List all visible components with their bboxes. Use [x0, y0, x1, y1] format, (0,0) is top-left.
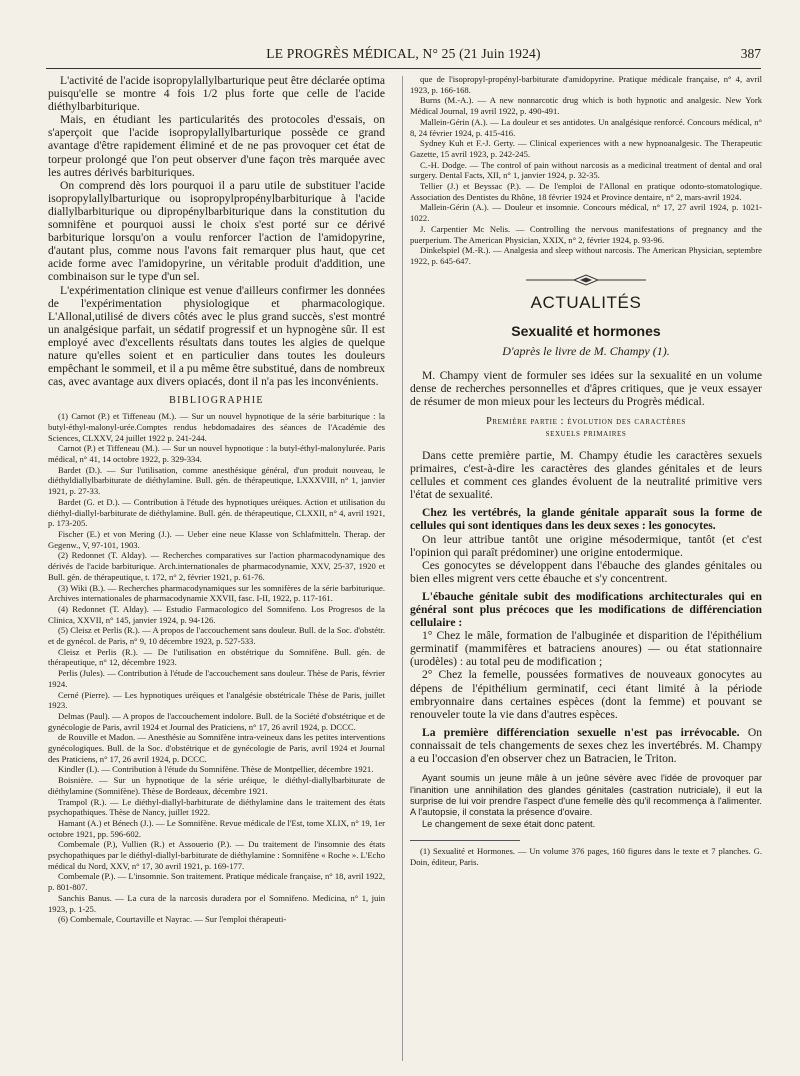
bibliography-entry: Carnot (P.) et Tiffeneau (M.). — Sur un nouvel hypnotique : la butyl-éthyl-malonylurée. Paris médical, n° 41, 14 octobre 1922, p. 329-334.: [48, 443, 385, 465]
part-heading-line-1: Première partie : évolution des caractères: [486, 415, 686, 427]
article-subtitle: D'après le livre de M. Champy (1).: [502, 343, 670, 358]
bibliography-entry: de Rouville et Madon. — Anesthésie au Somnifène intra-veineux dans les petites interventions gynécologiques. Bull. de la Soc. d'obstétrique et de gynécologie de Paris, avril 1924 et Journal des Praticiens, n° 17, 26 avril 1924, p. DCCC.: [48, 732, 385, 764]
body-paragraph: L'expérimentation clinique est venue d'ailleurs confirmer les données de l'expérimentation physiologique et pharmacologique. L'Allonal,utilisé de divers côtés avec le plus grand succès, s'est montré un analgésique parfait, un sédatif progressif et un hypnogène sûr. Il est employé avec d'excellents résultats dans toutes les algies de quelque nature qu'elles soient et en particulier dans toutes les douleurs empêchant le sommeil, et il a pu même être substitué, dans de nombreux cas, avec avantage aux divers opiacés, dont il n'a pas les inconvénients.: [48, 283, 385, 389]
part-heading: [410, 416, 762, 441]
bold-statement: L'ébauche génitale subit des modifications architecturales qui en général sont plus précoces que les modifications de différenciation cellulaire :: [410, 589, 762, 630]
bibliography-heading: BIBLIOGRAPHIE: [169, 395, 264, 407]
paragraph-rest: On connaissait de tels changements de sexes chez les invertébrés. M. Champy a eu l'occasion d'en observer chez un Batracien, le Triton.: [410, 725, 762, 765]
footnote-rule: [410, 840, 520, 841]
right-column: [410, 74, 762, 1064]
bibliography-entry: Combemale (P.). — L'insomnie. Son traitement. Pratique médicale française, n° 18, avril 1922, p. 801-807.: [48, 871, 385, 893]
body-paragraph: L'activité de l'acide isopropylallylbarturique peut être déclarée optima puisqu'elle se montre 4 fois 1/2 plus forte que celle de l'acide diéthylbarbiturique.: [48, 74, 385, 114]
small-print-paragraph: Ayant soumis un jeune mâle à un jeûne sévère avec l'idée de provoquer par l'inanition une annihilation des glandes génitales (castration nutriciale), il eut la surprise de lui voir prendre l'aspect d'une femelle dès qu'il recommença à l'alimenter. A l'autopsie, il constata la présence d'ovaire.: [410, 773, 762, 818]
bibliography-entry: (2) Redonnet (T. Alday). — Recherches comparatives sur l'action pharmacodynamique des dérivés de l'acide barbiturique. Arch.internationales de pharmacodynamie, XXV, 25-37, 1920 et Bull. gén. de thérapeutique, t. 172, n° 2, février 1921, p. 61-76.: [48, 550, 385, 582]
bibliography-entry: (5) Cleisz et Perlis (R.). — A propos de l'accouchement sans douleur. Bull. de la Soc. d'obstétr. et de gynécol. de Paris, n° 9, 10 décembre 1923, p. 527-533.: [48, 625, 385, 647]
bold-lead: La première différenciation sexuelle n'est pas irrévocable.: [422, 725, 740, 739]
header-rule: [46, 68, 761, 69]
bibliography-entry: (3) Wiki (B.). — Recherches pharmacodynamiques sur les somnifères de la série barbiturique. Archives internationales de pharmacodynamie XXVII, fasc. I-II, 1922, p. 117-161.: [48, 582, 385, 604]
bibliography-entry: Combemale (P.), Vullien (R.) et Assouerio (P.). — Du traitement de l'insomnie des états psychopathiques par le diéthyl-diallyl-barbiturate de diéthylamine : Somnifène « Roche ». L'Echo médical du Nord, XXV, n° 17, 30 avril 1921, p. 169-177.: [48, 839, 385, 871]
bibliography-entry: Tellier (J.) et Beyssac (P.). — De l'emploi de l'Allonal en pratique odonto-stomatologique. Association des Dentistes du Rhône, 18 février 1924 et Province dentaire, n° 2, mars-avril 1924.: [410, 181, 762, 202]
bibliography-entry: Perlis (Jules). — Contribution à l'étude de l'accouchement sans douleur. Thèse de Paris, février 1924.: [48, 668, 385, 689]
bibliography-entry: Trampol (R.). — Le diéthyl-diallyl-barbiturate de diéthylamine dans le traitement des états psychopathiques. Thèse de Nancy, juillet 1922.: [48, 796, 385, 818]
footnote: (1) Sexualité et Hormones. — Un volume 376 pages, 160 figures dans le texte et 7 planches. G. Doin, éditeur, Paris.: [410, 846, 762, 867]
body-paragraph: Mais, en étudiant les particularités des protocoles d'essais, on s'aperçoit que l'acide isopropylallylbarturique possède ce grand avantage d'être rapidement éliminé et de ne pas provoquer cet état de torpeur prolongé que l'on peut observer d'une façon très marquée avec les autres dérivés barbituriques.: [48, 113, 385, 179]
article-paragraph: Dans cette première partie, M. Champy étudie les caractères sexuels primaires, c'est-à-dire les caractères des glandes génitales et de leurs cellules et comment ces glandes évoluent de la neutralité primitive vers l'état de sexualité.: [410, 448, 762, 502]
bibliography-entry: Cleisz et Perlis (R.). — De l'utilisation en obstétrique du Somnifène. Bull. gén. de thérapeutique, n° 12, décembre 1923.: [48, 646, 385, 668]
article-paragraph: [410, 726, 762, 765]
section-title: ACTUALITÉS: [530, 292, 642, 312]
bibliography-entry: Cerné (Pierre). — Les hypnotiques uréiques et l'analgésie obstétricale Thèse de Paris, juillet 1923.: [48, 689, 385, 711]
bibliography-entry: Hamant (A.) et Bénech (J.). — Le Somnifène. Revue médicale de l'Est, tome XLIX, n° 19, 1er octobre 1921, pp. 596-602.: [48, 817, 385, 839]
journal-title: LE PROGRÈS MÉDICAL, N° 25 (21 Juin 1924): [266, 46, 541, 61]
part-heading-line-2: sexuels primaires: [545, 428, 627, 440]
bibliography-entry: Bardet (G. et D.). — Contribution à l'étude des hypnotiques uréiques. Action et utilisation du diéthyl-diallyl-barbiturate de diéthylamine. Bull. gén. de thérapeutique, CLXXII, n° 4, avril 1921, p. 173-205.: [48, 496, 385, 529]
body-paragraph: On comprend dès lors pourquoi il a paru utile de substituer l'acide isopropylallylbarturique ou isopropylpropénylbarbiturique à l'acide diallylbarbiturique ou dipropénylbarbiturique dans la constitution du somnifène et pourquoi aussi le choix s'est porté sur ce dérivé barbiturique lorsqu'on a voulu renforcer l'action de l'amidopyrine, d'autant plus, comme nous l'avons fait remarquer plus haut, que cet acide forme avec l'amidopyrine, un véritable produit d'addition, une combinaison sur le type d'un sel.: [48, 178, 385, 284]
article-paragraph: 1° Chez le mâle, formation de l'albuginée et disparition de l'épithélium germinatif (mammifères et batraciens anoures) — ou état stationnaire (urodèles) : au total peu de modification ;: [410, 629, 762, 669]
article-intro: M. Champy vient de formuler ses idées sur la sexualité en un volume dense de recherches personnelles et d'âpres critiques, que je veux essayer de résumer de mon mieux pour les lecteurs du Progrès médical.: [410, 368, 762, 408]
bibliography-entry: C.-H. Dodge. — The control of pain without narcosis as a medicinal treatment of dental and oral surgery. Dental Facts, XII, n° 1, janvier 1924, p. 32-35.: [410, 159, 762, 181]
bibliography-entry: (6) Combemale, Courtaville et Nayrac. — Sur l'emploi thérapeuti-: [58, 914, 287, 925]
bibliography-entry: Mallein-Gérin (A.). — La douleur et ses antidotes. Un analgésique renforcé. Concours médical, n° 8, 24 février 1924, p. 415-416.: [410, 116, 762, 138]
bibliography-entry: J. Carpentier Mc Nelis. — Controlling the nervous manifestations of pregnancy and the puerperium. The American Physician, XXIX, n° 2, février 1924, p. 93-96.: [410, 223, 762, 245]
bibliography-list: [48, 411, 385, 925]
bibliography-entry: (4) Redonnet (T. Alday). — Estudio Farmacologico del Somnifeno. Los Progresos de la Clinica, XXVII, n° 145, janvier 1924, p. 94-126.: [48, 603, 385, 625]
bibliography-entry: Sanchis Banus. — La cura de la narcosis duradera por el Somnifeno. Medicina, n° 1, juin 1923, p. 1-25.: [48, 892, 385, 914]
bibliography-entry: Kindler (I.). — Contribution à l'étude du Somnifène. Thèse de Montpellier, décembre 1921.: [58, 764, 374, 775]
bibliography-continued: [410, 74, 762, 267]
bibliography-entry: Delmas (Paul). — A propos de l'accouchement indolore. Bull. de la Société d'obstétrique et de gynécologie de Paris, avril 1924 et Journal des Praticiens, n° 17, 26 avril 1924, p. DCCC.: [48, 710, 385, 732]
bibliography-entry: (1) Carnot (P.) et Tiffeneau (M.). — Sur un nouvel hypnotique de la série barbiturique : la butyl-éthyl-malonyl-urée.Comptes rendus hebdomadaires des séances de l'Académie des Sciences, CLXXV, 24 juillet 1922 p. 241-244.: [48, 411, 385, 443]
bold-statement: Chez les vertébrés, la glande génitale apparaît sous la forme de cellules qui sont identiques dans les deux sexes : les gonocytes.: [410, 506, 762, 533]
page-number: 387: [740, 46, 761, 61]
bibliography-entry: Boisnière. — Sur un hypnotique de la série uréique, le diéthyl-diallylbarbiturate de diéthylamine (Somnifène). Thèse de Bordeaux, décembre 1921.: [48, 775, 385, 796]
bibliography-entry: Mallein-Gérin (A.). — Douleur et insomnie. Concours médical, n° 17, 27 avril 1924, p. 1021-1022.: [410, 202, 762, 224]
bibliography-entry: Fischer (E.) et von Mering (J.). — Ueber eine neue Klasse von Schlafmitteln. Therap. der Gegenw., V, 97-101, 1903.: [48, 528, 385, 550]
ornament-divider: [410, 273, 762, 285]
column-divider: [402, 76, 403, 1061]
article-paragraph: Ces gonocytes se développent dans l'ébauche des glandes génitales ou bien elles migrent vers cette ébauche et s'y concentrent.: [410, 558, 762, 585]
article-title: Sexualité et hormones: [511, 322, 661, 339]
bibliography-entry: Bardet (D.). — Sur l'utilisation, comme anesthésique général, d'un produit nouveau, le diéthyldiallylbarbiturate de diéthylamine. Bull. gén. de thérapeutique, LXXXVIII, n° 1, janvier 1921, p. 27-33.: [48, 464, 385, 497]
small-print-paragraph: Le changement de sexe était donc patent.: [422, 818, 596, 829]
article-paragraph: On leur attribue tantôt une origine mésodermique, tantôt (et c'est l'opinion qui paraît prédominer) une origine entodermique.: [410, 532, 762, 559]
bibliography-entry: Sydney Kuh et F.-J. Gerty. — Clinical experiences with a new hypnoanalgesic. The Therapeutic Gazette, 15 avril 1923, p. 242-245.: [410, 138, 762, 159]
article-paragraph: 2° Chez la femelle, poussées formatives de nouveaux gonocytes au dépens de l'épithélium germinatif, ceci étant limité à la période embryonnaire dans certaines espèces (dont la femme) et pouvant se renouveler toute la vie dans d'autres espèces.: [410, 668, 762, 721]
bibliography-entry: Dinkelspiel (M.-R.). — Analgesia and sleep without narcosis. The American Physician, septembre 1922, p. 645-647.: [410, 245, 762, 266]
left-column: [48, 74, 385, 1064]
running-header: [46, 44, 761, 66]
bibliography-entry: Burns (M.-A.). — A new nonnarcotic drug which is both hypnotic and analgesic. New York Médical Journal, 19 avril 1922, p. 490-491.: [410, 95, 762, 117]
bibliography-entry: que de l'isopropyl-propényl-barbiturate d'amidopyrine. Pratique médicale française, n° 4, avril 1923, p. 166-168.: [410, 74, 762, 95]
